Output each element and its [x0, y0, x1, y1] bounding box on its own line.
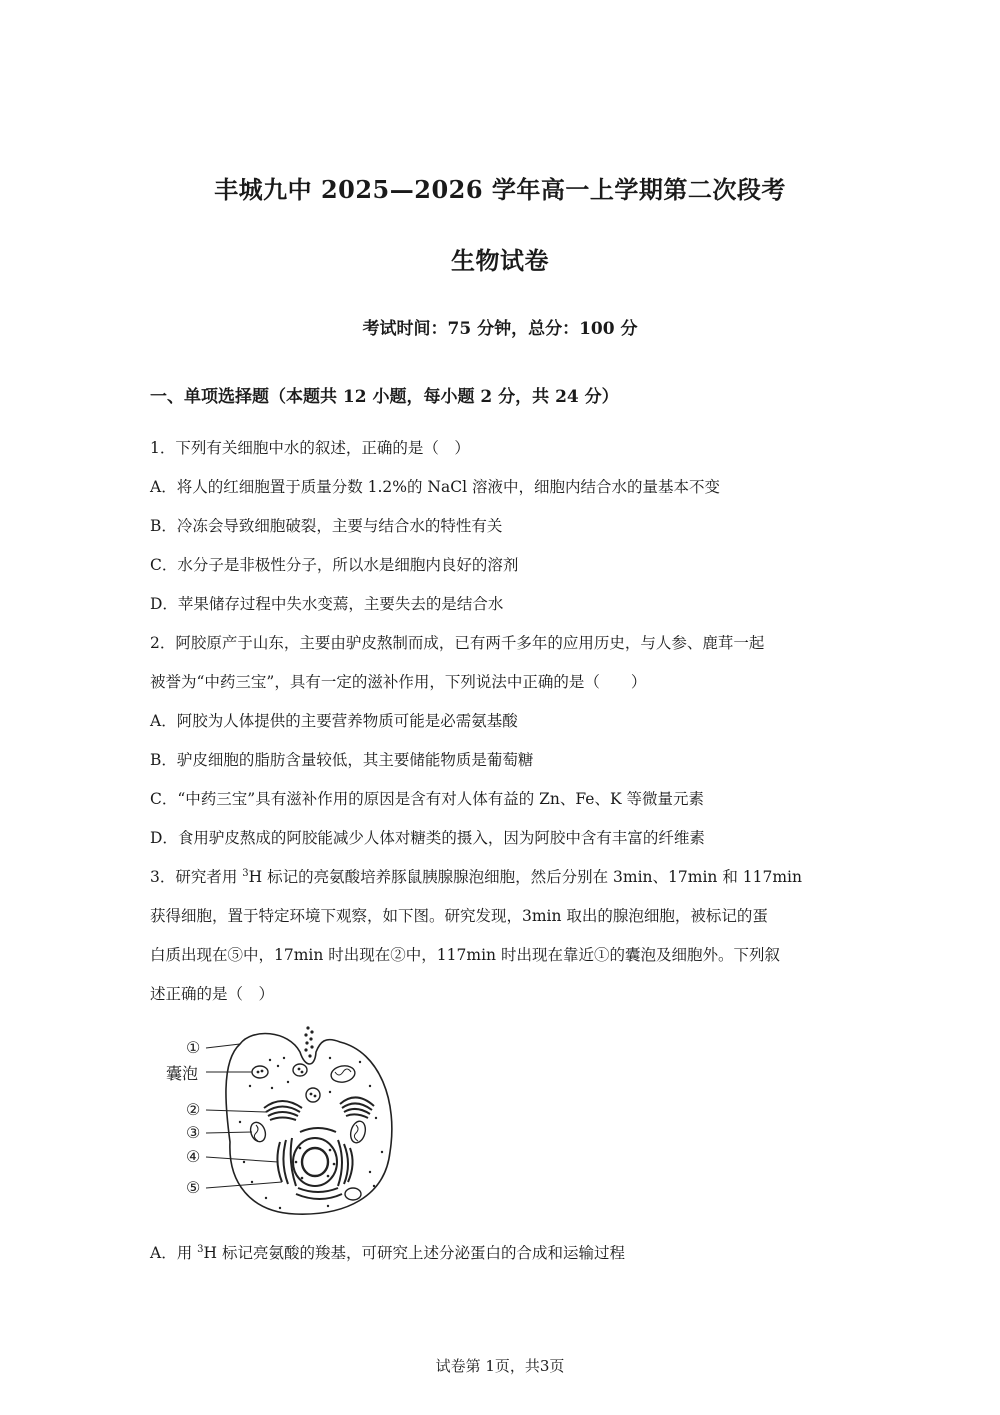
- q2-option-a: A．阿胶为人体提供的主要营养物质可能是必需氨基酸: [150, 712, 518, 730]
- q1-option-b: B．冷冻会导致细胞破裂，主要与结合水的特性有关: [150, 517, 503, 535]
- label-3: ③: [186, 1123, 201, 1142]
- page-footer: 试卷第 1页，共3页: [435, 1357, 565, 1375]
- subject-title: 生物试卷: [451, 246, 549, 275]
- q1-stem: 1．下列有关细胞中水的叙述，正确的是（ ）: [150, 439, 470, 457]
- q3-stem-line1: [150, 866, 870, 888]
- nucleus: [293, 1138, 337, 1186]
- label-1: ①: [186, 1038, 201, 1057]
- q1-option-a: A．将人的红细胞置于质量分数 1.2%的 NaCl 溶液中，细胞内结合水的量基本不变: [150, 478, 720, 496]
- label-5: ⑤: [186, 1178, 201, 1197]
- q2-stem-line1: 2．阿胶原产于山东，主要由驴皮熬制而成，已有两千多年的应用历史，与人参、鹿茸一起: [150, 634, 765, 652]
- q3-stem-rest: H 标记的亮氨酸培养豚鼠胰腺腺泡细胞，然后分别在 3min、17min 和 117min: [248, 868, 802, 886]
- cell-membrane: [226, 1034, 392, 1215]
- q1-option-d: D．苹果储存过程中失水变蔫，主要失去的是结合水: [150, 595, 504, 613]
- superscript-3: 3: [197, 1244, 204, 1255]
- q2-stem-line2: 被誉为“中药三宝”，具有一定的滋补作用，下列说法中正确的是（ ）: [150, 673, 647, 691]
- q3-stem-prefix: 3．研究者用: [150, 868, 243, 886]
- q3-stem-line4: 述正确的是（ ）: [150, 985, 275, 1003]
- q3-option-a: [150, 1242, 870, 1264]
- secretion-granules: [304, 1026, 313, 1057]
- q3-stem-line2: 获得细胞，置于特定环境下观察，如下图。研究发现，3min 取出的腺泡细胞，被标记的蛋: [150, 907, 768, 925]
- exam-info: 考试时间：75 分钟，总分：100 分: [362, 319, 638, 339]
- q2-option-c: C．“中药三宝”具有滋补作用的原因是含有对人体有益的 Zn、Fe、K 等微量元素: [150, 790, 704, 808]
- q1-option-c: C．水分子是非极性分子，所以水是细胞内良好的溶剂: [150, 556, 519, 574]
- q3-stem-line3: 白质出现在⑤中，17min 时出现在②中，117min 时出现在靠近①的囊泡及细胞外。下列叙: [150, 946, 780, 964]
- q3-option-a-rest: H 标记亮氨酸的羧基，可研究上述分泌蛋白的合成和运输过程: [203, 1244, 625, 1262]
- q3-option-a-prefix: A．用: [150, 1244, 198, 1262]
- superscript-3: 3: [242, 868, 249, 879]
- label-2: ②: [186, 1100, 201, 1119]
- leader-lines: [206, 1044, 282, 1188]
- label-4: ④: [186, 1147, 201, 1166]
- q2-option-d: D．食用驴皮熬成的阿胶能减少人体对糖类的摄入，因为阿胶中含有丰富的纤维素: [150, 829, 705, 847]
- label-vesicle: 囊泡: [166, 1064, 199, 1083]
- acinar-cell-diagram: [160, 1022, 420, 1227]
- golgi-apparatus: [264, 1097, 374, 1120]
- section-heading: 一、单项选择题（本题共 12 小题，每小题 2 分，共 24 分）: [150, 387, 619, 407]
- exam-title: 丰城九中 2025—2026 学年高一上学期第二次段考: [214, 175, 786, 204]
- q2-option-b: B．驴皮细胞的脂肪含量较低，其主要储能物质是葡萄糖: [150, 751, 534, 769]
